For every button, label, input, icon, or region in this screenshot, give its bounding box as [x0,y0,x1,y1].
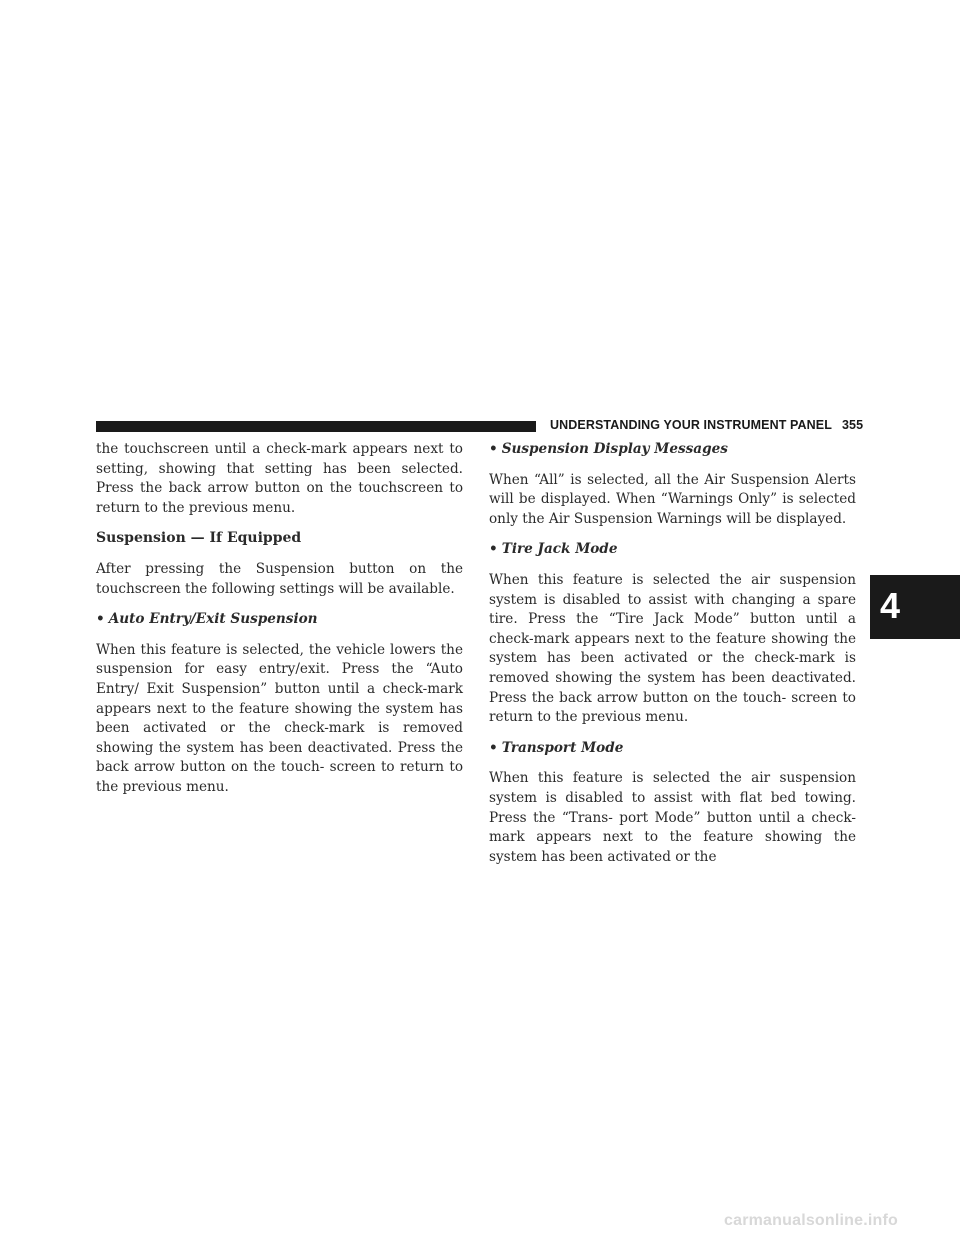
bullet-icon: • [489,541,498,558]
bullet-item [96,610,463,630]
bullet-icon: • [96,611,105,628]
paragraph: When this feature is selected the air suspension system is disabled to assist with changing a spare tire. Press the “Tire Jack Mode” button until a check-mark appears next to the feature showing the system has been activated or the check-mark is removed showing the system has been deactivated. Press the back arrow button on the touch- screen to return to the previous menu. [489,571,856,726]
bullet-label: Transport Mode [501,739,624,756]
bullet-item [489,540,856,560]
section-title: UNDERSTANDING YOUR INSTRUMENT PANEL [550,418,832,432]
bullet-item [489,739,856,759]
chapter-number: 4 [880,585,901,626]
running-header [550,418,863,432]
chapter-tab [870,575,960,639]
page-number: 355 [841,418,864,432]
bullet-item [489,440,856,460]
bullet-label: Suspension Display Messages [501,441,728,457]
bullet-label: Tire Jack Mode [501,541,618,558]
paragraph: When this feature is selected the air suspension system is disabled to assist with flat bed towing. Press the “Trans- port Mode” button until a check-mark appears next to the feature showing the system has been activated or the [489,770,856,865]
bullet-icon: • [489,739,498,756]
paragraph: the touchscreen until a check-mark appears next to setting, showing that setting has been selected. Press the back arrow button on the touchscreen to return to the previous menu. [96,441,463,516]
paragraph: After pressing the Suspension button on the touchscreen the following settings will be available. [96,560,463,597]
left-column [96,440,463,809]
header-rule-bar [96,421,536,432]
paragraph: When this feature is selected, the vehicle lowers the suspension for easy entry/exit. Press the “Auto Entry/ Exit Suspension” button until a check-mark appears next to the feature showing the system has been activated or the check-mark is removed showing the system has been deactivated. Press the back arrow button on the touch- screen to return to the previous menu. [96,641,463,795]
section-heading: Suspension — If Equipped [96,530,302,547]
right-column [489,440,856,878]
paragraph: When “All” is selected, all the Air Suspension Alerts will be displayed. When “Warnings Only” is selected only the Air Suspension Warnings will be displayed. [489,471,856,527]
bullet-label: Auto Entry/Exit Suspension [108,611,318,628]
watermark: carmanualsonline.info [724,1212,899,1229]
bullet-icon: • [489,441,498,457]
